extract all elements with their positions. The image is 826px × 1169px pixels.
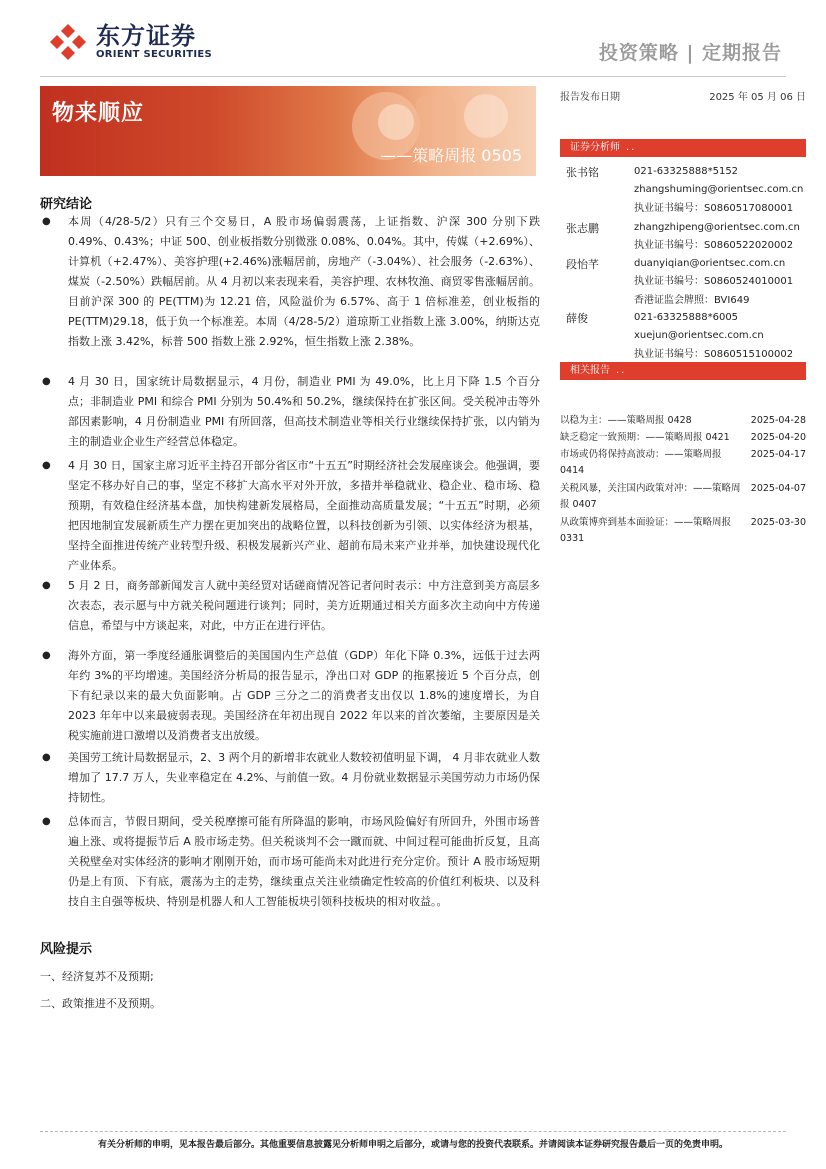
footer-divider bbox=[40, 1131, 786, 1132]
risk-item: 二、政策推进不及预期。 bbox=[40, 997, 161, 1010]
bullet-icon: ● bbox=[42, 460, 51, 471]
analyst-phone: 021-63325888*5152 bbox=[634, 166, 739, 177]
related-report-date: 2025-03-30 bbox=[750, 517, 806, 528]
risk-heading: 风险提示 bbox=[40, 942, 93, 957]
related-report-title[interactable]: 关税风暴，关注国内政策对冲：——策略周报 0407 bbox=[560, 483, 741, 510]
related-report-date: 2025-04-28 bbox=[750, 415, 806, 426]
report-title: 物来顺应 bbox=[52, 101, 145, 126]
logo-english-name: ORIENT SECURITIES bbox=[96, 49, 213, 60]
report-type-tag: 投资策略 | 定期报告 bbox=[598, 42, 782, 64]
related-report-title[interactable]: 缺乏稳定一致预期：——策略周报 0421 bbox=[560, 432, 730, 443]
analyst-license: 执业证书编号：S0860522020002 bbox=[634, 240, 794, 251]
analyst-name: 段怡芊 bbox=[566, 258, 599, 271]
analyst-name: 薛俊 bbox=[566, 312, 588, 325]
related-report-title[interactable]: 从政策博弈到基本面验证：——策略周报 0331 bbox=[560, 517, 732, 544]
related-reports-heading: 相关报告 bbox=[570, 365, 610, 376]
conclusion-paragraph bbox=[40, 646, 540, 746]
analysts-heading: 证券分析师 bbox=[570, 142, 620, 153]
bullet-icon: ● bbox=[42, 752, 51, 763]
related-reports-heading-bar: 相关报告 .. bbox=[560, 362, 806, 380]
bullet-icon: ● bbox=[42, 216, 51, 227]
analysts-heading-bar: 证券分析师 .. bbox=[560, 139, 806, 157]
report-date-label: 报告发布日期 bbox=[560, 92, 620, 103]
orient-securities-logo-icon bbox=[48, 22, 88, 62]
related-report-date: 2025-04-20 bbox=[750, 432, 806, 443]
conclusion-heading: 研究结论 bbox=[40, 197, 93, 212]
paragraph-text: 总体而言，节假日期间，受关税摩擦可能有所降温的影响，市场风险偏好有所回升，外围市场普遍上涨、或将提振节后 A 股市场走势。但关税谈判不会一蹴而就、中间过程可能曲折反复，且高关税壁垒对实体经济的影响才刚刚开始，而市场可能尚未对此进行充分定价。预计 A 股市场短期仍是上有顶、下有底，震荡为主的走势，继续重点关注业绩确定性较高的价值红利板块、以及科技自主自强等板块、特别是机器人和人工智能板块引领科技板块的相对收益。。 bbox=[68, 815, 540, 908]
title-banner bbox=[40, 86, 536, 176]
bullet-icon: ● bbox=[42, 816, 51, 827]
analyst-license: 执业证书编号：S0860517080001 bbox=[634, 203, 794, 214]
analyst-email[interactable]: zhangzhipeng@orientsec.com.cn bbox=[634, 222, 800, 233]
conclusion-paragraph bbox=[40, 812, 540, 932]
analyst-license: 执业证书编号：S0860515100002 bbox=[634, 349, 794, 360]
conclusion-paragraph bbox=[40, 456, 540, 576]
paragraph-text: 4 月 30 日，国家统计局数据显示，4 月份，制造业 PMI 为 49.0%，比上月下降 1.5 个百分点；非制造业 PMI 和综合 PMI 分别为 50.4%和 50.2%，继续保持在扩张区间。受关税冲击等外部因素影响，4 月份制造业 PMI 有所回落，但高技术制造业等相关行业继续保持扩张，以内销为主的制造业企业生产经营总体稳定。 bbox=[68, 375, 540, 448]
related-report-date: 2025-04-17 bbox=[750, 449, 806, 460]
bullet-icon: ● bbox=[42, 580, 51, 591]
analyst-phone: 021-63325888*6005 bbox=[634, 312, 739, 323]
paragraph-text: 本周（4/28-5/2）只有三个交易日，A 股市场偏弱震荡，上证指数、沪深 300 分别下跌 0.49%、0.43%；中证 500、创业板指数分别微涨 0.08%、0.04%。其中，传媒（+2.69%）、计算机（+2.47%）、美容护理(+2.46%)涨幅居前，房地产（-3.04%）、社会服务（-2.63%）、煤炭（-2.50%）跌幅居前。从 4 月初以来表现来看，美容护理、农林牧渔、商贸零售涨幅居前。目前沪深 300 的 PE(TTM)为 12.21 倍，风险溢价为 6.57%、高于 1 倍标准差，创业板指的 PE(TTM)29.18，低于负一个标准差。本周（4/28-5/2）道琼斯工业指数上涨 3.00%，纳斯达克指数上涨 3.42%，标普 500 指数上涨 2.92%，恒生指数上涨 2.38%。 bbox=[68, 215, 540, 348]
analyst-email[interactable]: duanyiqian@orientsec.com.cn bbox=[634, 258, 786, 269]
header-divider bbox=[40, 76, 786, 77]
company-logo bbox=[48, 22, 212, 62]
related-report-date: 2025-04-07 bbox=[750, 483, 806, 494]
related-report-title[interactable]: 市场或仍将保持高波动：——策略周报 0414 bbox=[560, 449, 722, 476]
analyst-name: 张志鹏 bbox=[566, 222, 599, 235]
conclusion-paragraph bbox=[40, 212, 540, 372]
conclusion-paragraph bbox=[40, 372, 540, 452]
paragraph-text: 海外方面，第一季度经通胀调整后的美国国内生产总值（GDP）年化下降 0.3%，远低于过去两年约 3%的平均增速。美国经济分析局的报告显示，净出口对 GDP 的拖累接近 5 个百分点，创下有纪录以来的最大负面影响。占 GDP 三分之二的消费者支出仅以 1.8%的速度增长，为自 2023 年年中以来最疲弱表现。美国经济在年初出现自 2022 年以来的首次萎缩，主要原因是关税实施前进口激增以及消费者支出放缓。 bbox=[68, 649, 540, 742]
paragraph-text: 5 月 2 日，商务部新闻发言人就中美经贸对话磋商情况答记者问时表示：中方注意到美方高层多次表态，表示愿与中方就关税问题进行谈判；同时，美方近期通过相关方面多次主动向中方传递信息，希望与中方谈起来，对此，中方正在进行评估。 bbox=[68, 579, 540, 632]
bullet-icon: ● bbox=[42, 376, 51, 387]
paragraph-text: 美国劳工统计局数据显示，2、3 两个月的新增非农就业人数较初值明显下调， 4 月非农就业人数增加了 17.7 万人，失业率稳定在 4.2%、与前值一致。4 月份就业数据显示美国劳动力市场仍保持韧性。 bbox=[68, 751, 540, 804]
conclusion-paragraph bbox=[40, 748, 540, 808]
analyst-hk-license: 香港证监会牌照：BVI649 bbox=[634, 295, 750, 306]
bullet-icon: ● bbox=[42, 650, 51, 661]
report-date-row bbox=[560, 88, 806, 103]
risk-item: 一、经济复苏不及预期; bbox=[40, 970, 154, 983]
conclusion-paragraph bbox=[40, 576, 540, 636]
report-subtitle: ——策略周报 0505 bbox=[380, 146, 522, 165]
analyst-email[interactable]: zhangshuming@orientsec.com.cn bbox=[634, 184, 804, 195]
analyst-name: 张书铭 bbox=[566, 166, 599, 179]
disclaimer-footer: 有关分析师的申明，见本报告最后部分。其他重要信息披露见分析师申明之后部分，或请与您的投资代表联系。并请阅读本证券研究报告最后一页的免责申明。 bbox=[97, 1140, 728, 1150]
analyst-license: 执业证书编号：S0860524010001 bbox=[634, 276, 794, 287]
related-report-title[interactable]: 以稳为主：——策略周报 0428 bbox=[560, 415, 692, 426]
paragraph-text: 4 月 30 日，国家主席习近平主持召开部分省区市“十五五”时期经济社会发展座谈会。他强调，要坚定不移办好自己的事，坚定不移扩大高水平对外开放，多措并举稳就业、稳企业、稳市场、稳预期，有效稳住经济基本盘，加快构建新发展格局，全面推动高质量发展；“十五五”时期，必须把因地制宜发展新质生产力摆在更加突出的战略位置，以科技创新为引领、以实体经济为根基，坚持全面推进传统产业转型升级、积极发展新兴产业、超前布局未来产业并举，加快建设现代化产业体系。 bbox=[68, 459, 540, 572]
analyst-email[interactable]: xuejun@orientsec.com.cn bbox=[634, 330, 764, 341]
report-date-value: 2025 年 05 月 06 日 bbox=[709, 92, 806, 103]
logo-chinese-name: 东方证券 bbox=[96, 22, 196, 50]
